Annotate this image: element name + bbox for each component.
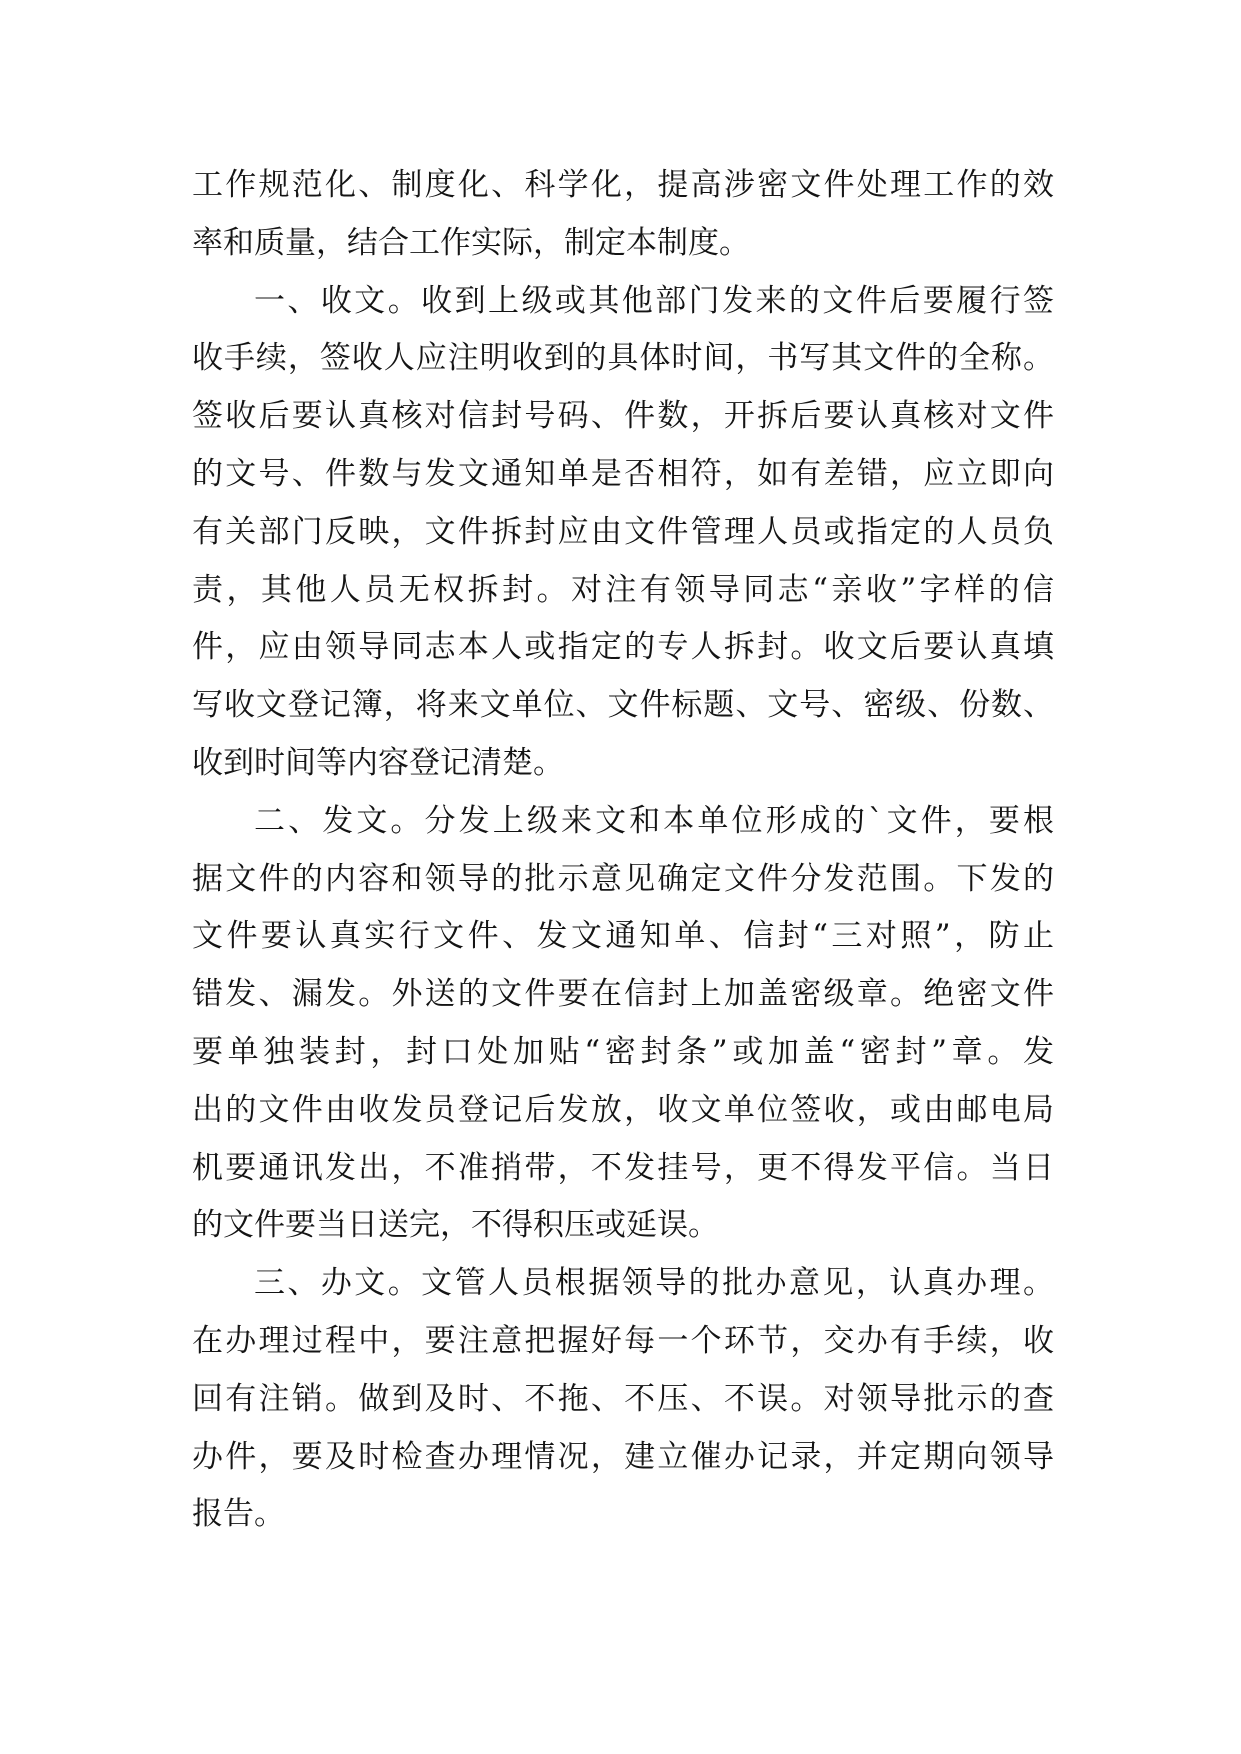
text-line: 件，应由领导同志本人或指定的专人拆封。收文后要认真填: [192, 629, 1054, 666]
text-line: 的文号、件数与发文通知单是否相符，如有差错，应立即向: [192, 455, 1054, 492]
text-line: 机要通讯发出，不准捎带，不发挂号，更不得发平信。当日: [192, 1149, 1054, 1186]
text-line: 文件要认真实行文件、发文通知单、信封“三对照”，防止: [192, 918, 1054, 955]
text-line: 有关部门反映，文件拆封应由文件管理人员或指定的人员负: [192, 513, 1054, 550]
text-line: 率和质量，结合工作实际，制定本制度。: [192, 224, 750, 261]
text-line: 错发、漏发。外送的文件要在信封上加盖密级章。绝密文件: [192, 976, 1054, 1013]
text-line: 据文件的内容和领导的批示意见确定文件分发范围。下发的: [192, 860, 1054, 897]
text-line: 工作规范化、制度化、科学化，提高涉密文件处理工作的效: [192, 167, 1054, 203]
paragraph-heading-line: 一、收文。收到上级或其他部门发来的文件后要履行签: [254, 282, 1054, 319]
text-line: 报告。: [192, 1496, 285, 1533]
text-line: 在办理过程中，要注意把握好每一个环节，交办有手续，收: [192, 1322, 1054, 1359]
text-line: 收到时间等内容登记清楚。: [192, 744, 564, 781]
text-line: 回有注销。做到及时、不拖、不压、不误。对领导批示的查: [192, 1380, 1054, 1417]
paragraph-heading-line: 三、办文。文管人员根据领导的批办意见，认真办理。: [254, 1265, 1054, 1302]
text-line: 出的文件由收发员登记后发放，收文单位签收，或由邮电局: [192, 1091, 1054, 1128]
text-line: 要单独装封，封口处加贴“密封条”或加盖“密封”章。发: [192, 1033, 1054, 1070]
text-line: 写收文登记簿，将来文单位、文件标题、文号、密级、份数、: [192, 687, 1054, 724]
text-line: 收手续，签收人应注明收到的具体时间，书写其文件的全称。: [192, 340, 1054, 377]
text-line: 责，其他人员无权拆封。对注有领导同志“亲收”字样的信: [192, 571, 1054, 608]
text-line: 办件，要及时检查办理情况，建立催办记录，并定期向领导: [192, 1438, 1054, 1475]
text-line: 签收后要认真核对信封号码、件数，开拆后要认真核对文件: [192, 398, 1054, 435]
text-line: 的文件要当日送完，不得积压或延误。: [192, 1207, 719, 1244]
paragraph-heading-line: 二、发文。分发上级来文和本单位形成的`文件，要根: [254, 802, 1054, 839]
document-body: [192, 157, 1054, 1544]
